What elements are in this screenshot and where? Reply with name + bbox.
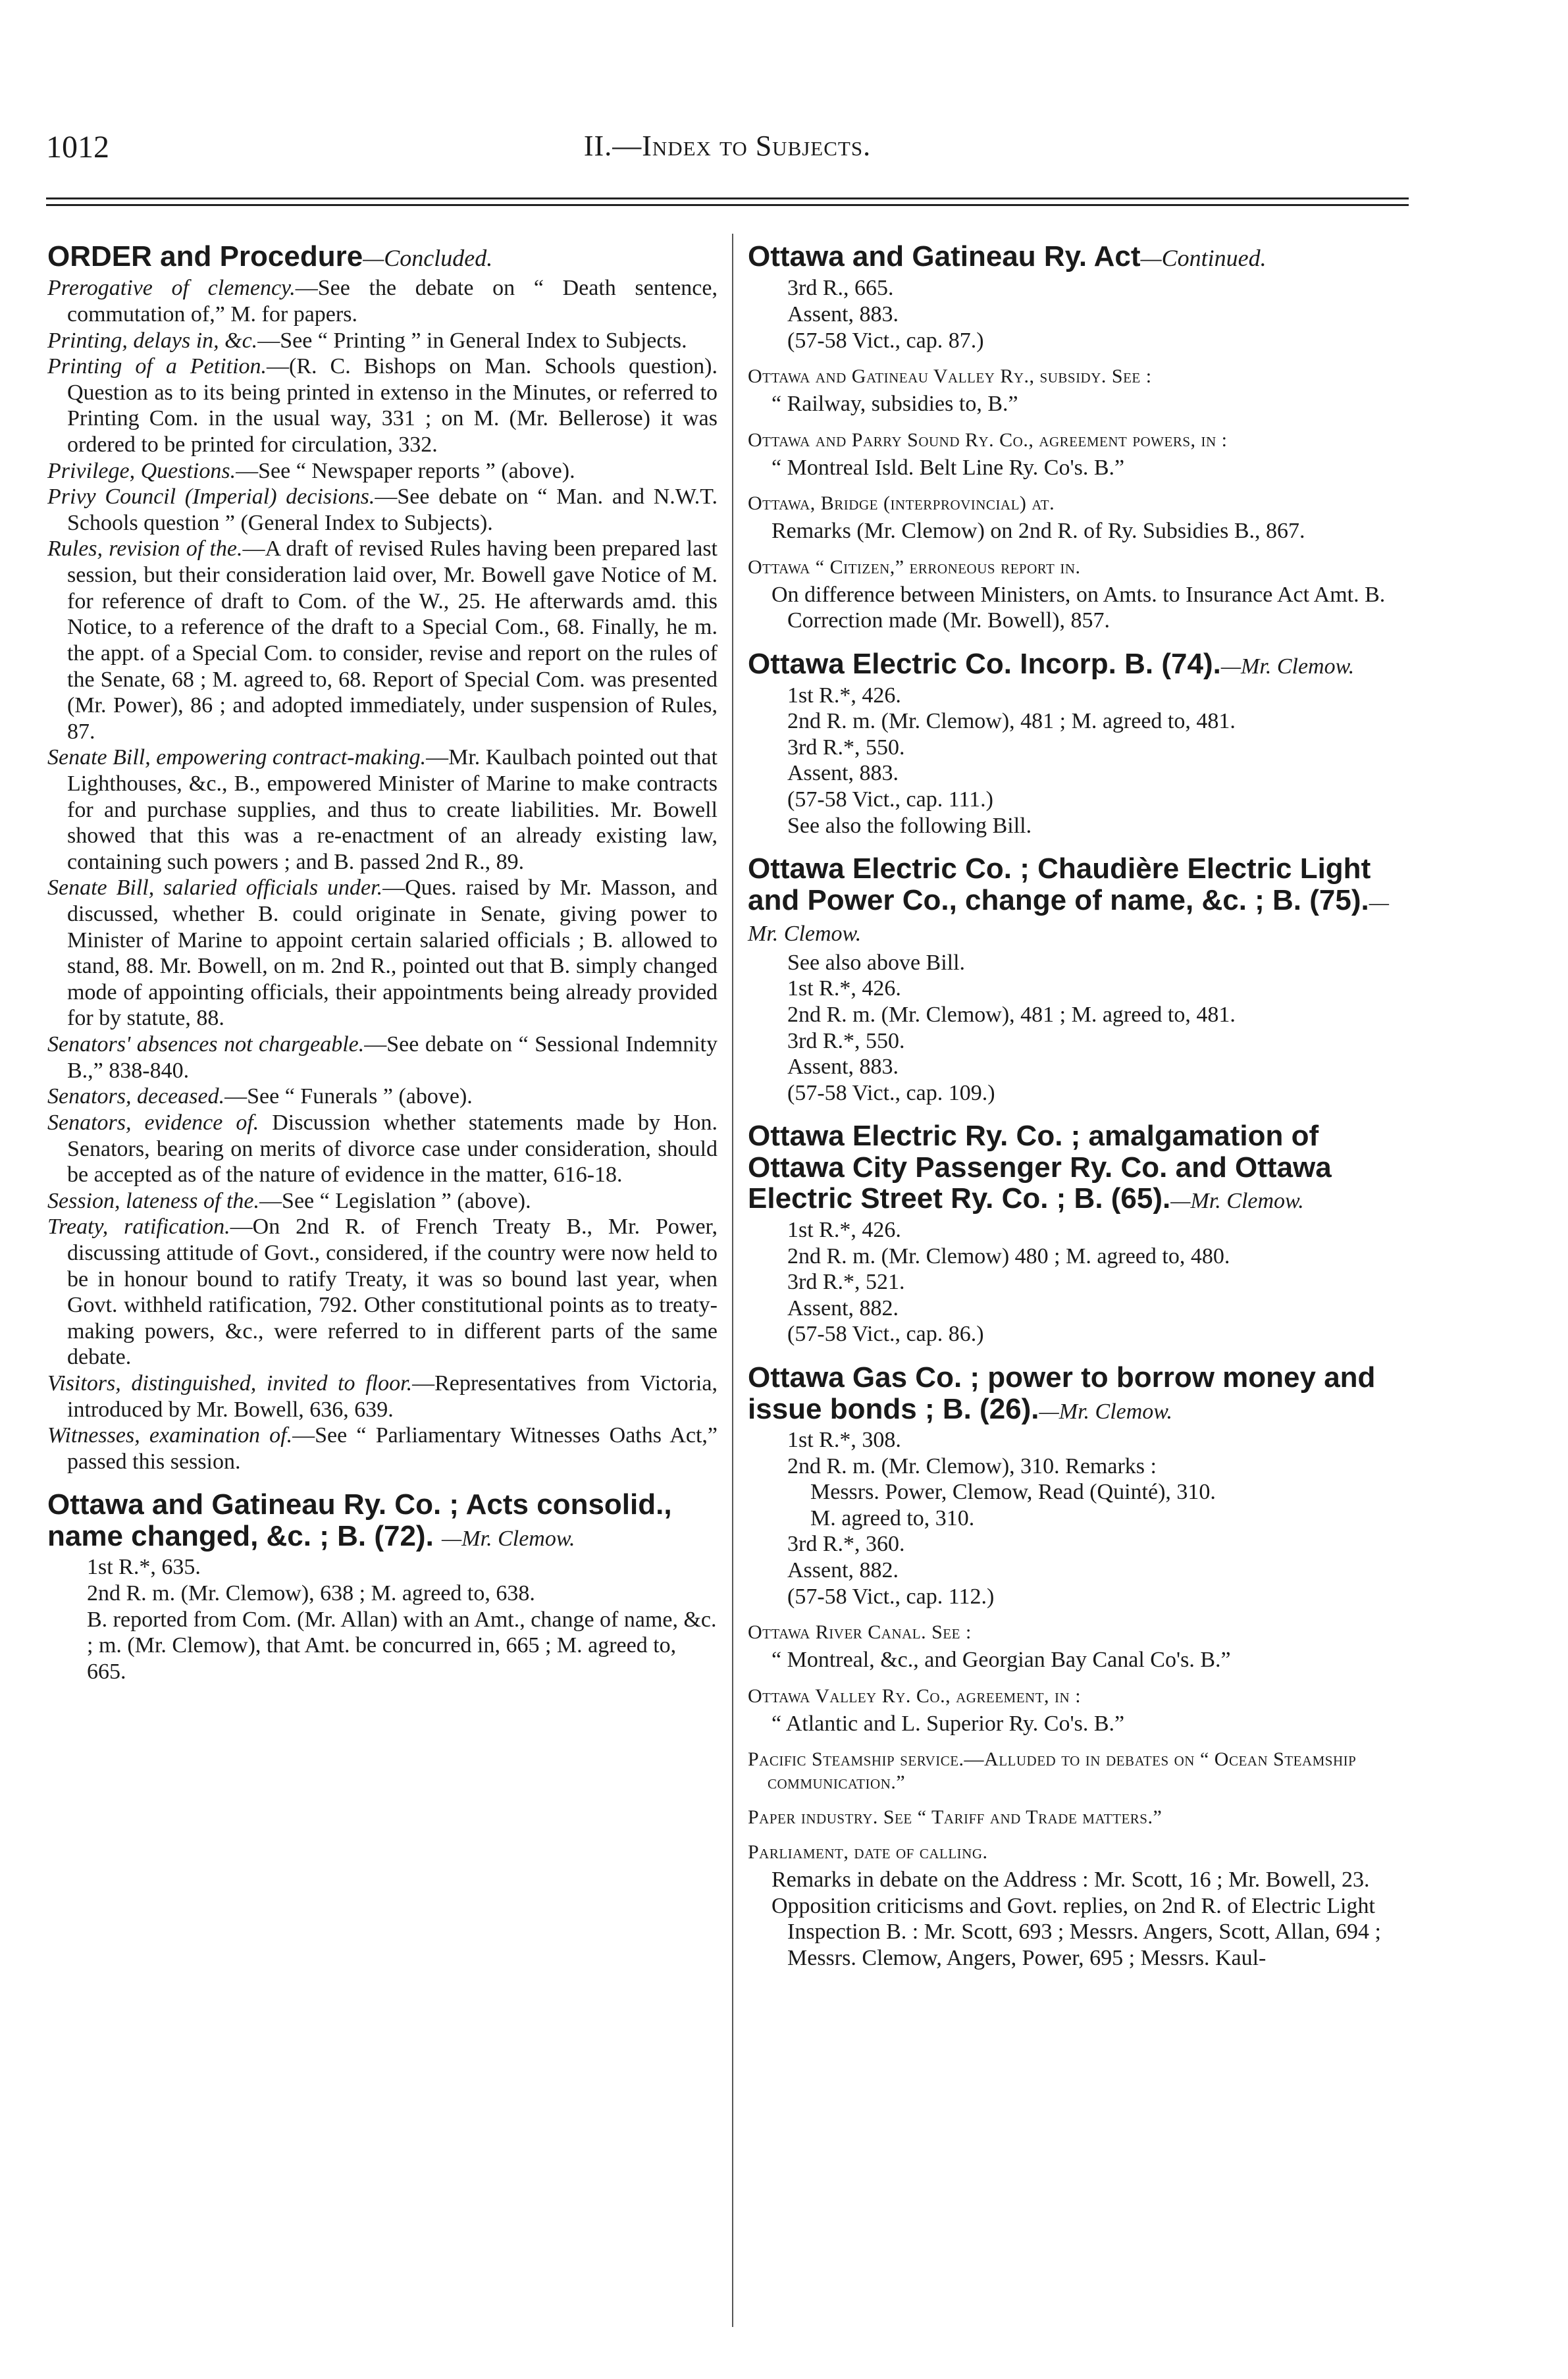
- bill-heading: [47, 1489, 718, 1552]
- bill-title: Ottawa and Gatineau Ry. Co. ; Acts consolid., name changed, &c. ; B. (72).: [47, 1488, 672, 1552]
- bill-title: Ottawa Gas Co. ; power to borrow money and issue bonds ; B. (26).: [748, 1361, 1376, 1425]
- heading-suffix: —Concluded.: [363, 245, 493, 271]
- entry-lead: Printing of a Petition.: [47, 354, 267, 379]
- bill-line: 3rd R.*, 550.: [787, 1028, 905, 1053]
- subject-entry: Ottawa “ Citizen,” erroneous report in.: [748, 556, 1081, 578]
- index-entry: Treaty, ratification.—On 2nd R. of French Treaty B., Mr. Power, discussing attitude of Govt., considered, if the country were now held to be in honour bound to ratify Treaty, it was so bound last year, when Govt. withheld ratification, 792. Other constitutional points as to treaty-making powers, &c., were referred to in different parts of the same debate.: [47, 1215, 718, 1370]
- bill-line: Assent, 883.: [787, 761, 899, 786]
- index-entry: Senators, deceased.—See “ Funerals ” (above).: [47, 1084, 473, 1109]
- subject-entry: Ottawa and Gatineau Valley Ry., subsidy. See :: [748, 365, 1152, 388]
- entry-lead: Printing, delays in, &c.: [47, 328, 258, 353]
- index-entry: Senators, evidence of. Discussion whether statements made by Hon. Senators, bearing on merits of divorce case under consideration, should be accepted as of the nature of evidence in the matter, 616-18.: [47, 1110, 718, 1188]
- entry-lead: Privy Council (Imperial) decisions.: [47, 484, 375, 510]
- bill-line: 1st R.*, 426.: [787, 683, 901, 708]
- left-column: [47, 237, 718, 1685]
- subject-entry: Pacific Steamship service.—Alluded to in debates on “ Ocean Steamship communication.”: [748, 1748, 1357, 1794]
- bill-line: See also above Bill.: [787, 950, 966, 975]
- cross-reference: Remarks (Mr. Clemow) on 2nd R. of Ry. Subsidies B., 867.: [771, 519, 1305, 544]
- entry-lead: Senators' absences not chargeable.: [47, 1032, 365, 1057]
- header-rule-top: [46, 197, 1409, 199]
- cross-reference: “ Montreal Isld. Belt Line Ry. Co's. B.”: [771, 455, 1125, 480]
- cross-reference: Opposition criticisms and Govt. replies, on 2nd R. of Electric Light Inspection B. : Mr. Scott, 693 ; Messrs. Angers, Scott, Allan, 694 ; Messrs. Clemow, Angers, Power, 695 ; Messrs. Kaul-: [771, 1893, 1381, 1970]
- header-rule-bottom: [46, 204, 1409, 206]
- bill-line: 1st R.*, 635.: [87, 1555, 201, 1580]
- bill-line: See also the following Bill.: [787, 813, 1032, 838]
- entry-lead: Senators, evidence of.: [47, 1110, 259, 1135]
- cross-reference: “ Railway, subsidies to, B.”: [771, 392, 1018, 417]
- bill-line: (57-58 Vict., cap. 112.): [787, 1584, 995, 1609]
- bill-line: 3rd R.*, 550.: [787, 735, 905, 760]
- subject-entry: Ottawa and Parry Sound Ry. Co., agreement powers, in :: [748, 429, 1228, 451]
- heading-text: ORDER and Procedure: [47, 240, 363, 273]
- bill-line: Messrs. Power, Clemow, Read (Quinté), 310.: [810, 1480, 1216, 1505]
- column-divider: [732, 234, 733, 2327]
- bill-line: 3rd R.*, 521.: [787, 1270, 905, 1295]
- bill-line: (57-58 Vict., cap. 86.): [787, 1322, 984, 1347]
- entry-lead: Visitors, distinguished, invited to floor.: [47, 1371, 413, 1396]
- page-header: [46, 129, 1409, 175]
- entry-lead: Session, lateness of the.: [47, 1188, 260, 1213]
- entry-lead: Senate Bill, salaried officials under.: [47, 876, 383, 901]
- page-number: 1012: [46, 130, 109, 165]
- entry-lead: Treaty, ratification.: [47, 1215, 230, 1240]
- bill-line: Assent, 882.: [787, 1558, 899, 1583]
- subject-entry: Ottawa, Bridge (interprovincial) at.: [748, 492, 1055, 515]
- section-heading: [748, 241, 1406, 273]
- bill-line: Assent, 883.: [787, 1055, 899, 1080]
- page-title: II.—Index to Subjects.: [583, 130, 872, 162]
- bill-mover: —Mr. Clemow.: [1039, 1399, 1172, 1424]
- bill-mover: —Mr. Clemow.: [1220, 654, 1355, 679]
- index-entry: Senate Bill, empowering contract-making.—Mr. Kaulbach pointed out that Lighthouses, &c., B., empowered Minister of Marine to make contracts for and purchase supplies, and thus to create liabilities. Mr. Bowell showed that this was a re-enactment of an already existing law, containing such powers ; and B. passed 2nd R., 89.: [47, 745, 718, 874]
- entry-lead: Witnesses, examination of.: [47, 1423, 293, 1448]
- bill-line: Assent, 883.: [787, 302, 899, 327]
- bill-line: (57-58 Vict., cap. 111.): [787, 787, 994, 812]
- entry-lead: Senators, deceased.: [47, 1084, 225, 1109]
- bill-line: 2nd R. m. (Mr. Clemow), 310. Remarks :: [787, 1453, 1157, 1478]
- bill-line: 2nd R. m. (Mr. Clemow), 481 ; M. agreed to, 481.: [787, 709, 1236, 734]
- index-entry: Privilege, Questions.—See “ Newspaper reports ” (above).: [47, 458, 575, 483]
- bill-heading: [748, 1120, 1406, 1215]
- bill-mover: —Mr. Clemow.: [1170, 1189, 1304, 1214]
- cross-reference: On difference between Ministers, on Amts. to Insurance Act Amt. B. Correction made (Mr. Bowell), 857.: [771, 582, 1386, 633]
- entry-lead: Prerogative of clemency.: [47, 276, 296, 301]
- index-entry: Witnesses, examination of.—See “ Parliamentary Witnesses Oaths Act,” passed this session.: [47, 1423, 718, 1474]
- heading-text: Ottawa and Gatineau Ry. Act: [748, 240, 1141, 273]
- index-entry: Session, lateness of the.—See “ Legislation ” (above).: [47, 1188, 531, 1213]
- bill-line: 1st R.*, 308.: [787, 1428, 901, 1453]
- bill-mover: —Mr. Clemow.: [748, 890, 1389, 947]
- bill-line: 3rd R.*, 360.: [787, 1532, 905, 1557]
- entry-lead: Rules, revision of the.: [47, 536, 243, 562]
- entry-lead: Senate Bill, empowering contract-making.: [47, 745, 427, 770]
- bill-line: (57-58 Vict., cap. 109.): [787, 1080, 995, 1105]
- subject-entry: Ottawa Valley Ry. Co., agreement, in :: [748, 1685, 1082, 1707]
- cross-reference: “ Montreal, &c., and Georgian Bay Canal Co's. B.”: [771, 1648, 1231, 1673]
- bill-line: 3rd R., 665.: [787, 276, 894, 301]
- subject-entry: Ottawa River Canal. See :: [748, 1621, 972, 1644]
- bill-heading: [748, 648, 1406, 680]
- bill-title: Ottawa Electric Co. Incorp. B. (74).: [748, 648, 1221, 681]
- bill-heading: [748, 1362, 1406, 1425]
- bill-line: Assent, 882.: [787, 1295, 899, 1320]
- cross-reference: Remarks in debate on the Address : Mr. Scott, 16 ; Mr. Bowell, 23.: [771, 1868, 1370, 1893]
- bill-line: B. reported from Com. (Mr. Allan) with an Amt., change of name, &c. ; m. (Mr. Clemow), that Amt. be concurred in, 665 ; M. agreed to, 665.: [87, 1607, 717, 1684]
- bill-heading: [748, 853, 1406, 947]
- bill-line: 2nd R. m. (Mr. Clemow) 480 ; M. agreed to, 480.: [787, 1243, 1230, 1268]
- right-column: [748, 237, 1406, 1972]
- bill-line: 1st R.*, 426.: [787, 976, 901, 1001]
- cross-reference: “ Atlantic and L. Superior Ry. Co's. B.”: [771, 1711, 1125, 1736]
- bill-line: M. agreed to, 310.: [810, 1505, 975, 1530]
- bill-title: Ottawa Electric Co. ; Chaudière Electric Light and Power Co., change of name, &c. ; B. (75).: [748, 852, 1371, 916]
- subject-entry: Paper industry. See “ Tariff and Trade matters.”: [748, 1806, 1163, 1829]
- bill-line: 2nd R. m. (Mr. Clemow), 481 ; M. agreed to, 481.: [787, 1002, 1236, 1027]
- index-entry: Senate Bill, salaried officials under.—Ques. raised by Mr. Masson, and discussed, whether B. could originate in Senate, giving power to Minister of Marine to appoint certain salaried officials ; B. allowed to stand, 88. Mr. Bowell, on m. 2nd R., pointed out that B. simply changed mode of appointing officials, their appointments being already provided for by statute, 88.: [47, 876, 718, 1031]
- index-entry: Privy Council (Imperial) decisions.—See debate on “ Man. and N.W.T. Schools question ” (General Index to Subjects).: [47, 484, 718, 535]
- heading-suffix: —Continued.: [1140, 245, 1267, 271]
- bill-line: (57-58 Vict., cap. 87.): [787, 328, 984, 353]
- index-entry: Senators' absences not chargeable.—See debate on “ Sessional Indemnity B.,” 838-840.: [47, 1032, 718, 1083]
- entry-lead: Privilege, Questions.: [47, 458, 236, 483]
- bill-line: 2nd R. m. (Mr. Clemow), 638 ; M. agreed to, 638.: [87, 1581, 535, 1606]
- subject-entry: Parliament, date of calling.: [748, 1841, 988, 1864]
- bill-line: 1st R.*, 426.: [787, 1217, 901, 1242]
- section-heading: [47, 241, 718, 273]
- bill-title: Ottawa Electric Ry. Co. ; amalgamation of Ottawa City Passenger Ry. Co. and Ottawa Electric Street Ry. Co. ; B. (65).: [748, 1120, 1332, 1215]
- index-entry: Prerogative of clemency.—See the debate on “ Death sentence, commutation of,” M. for papers.: [47, 276, 718, 327]
- index-entry: Rules, revision of the.—A draft of revised Rules having been prepared last session, but their consideration laid over, Mr. Bowell gave Notice of M. for reference of draft to Com. of the W., 25. He afterwards amd. this Notice, to a reference of the draft to a Special Com., 68. Finally, he m. the appt. of a Special Com. to consider, revise and report on the rules of the Senate, 68 ; M. agreed to, 68. Report of Special Com. was presented (Mr. Power), 86 ; and adopted immediately, under suspension of Rules, 87.: [47, 536, 718, 744]
- bill-mover: —Mr. Clemow.: [442, 1526, 575, 1551]
- index-entry: Printing, delays in, &c.—See “ Printing ” in General Index to Subjects.: [47, 328, 687, 353]
- index-entry: Printing of a Petition.—(R. C. Bishops on Man. Schools question). Question as to its being printed in extenso in the Minutes, or referred to Printing Com. in the usual way, 331 ; on M. (Mr. Bellerose) it was ordered to be printed for circulation, 332.: [47, 354, 718, 458]
- index-entry: Visitors, distinguished, invited to floor.—Representatives from Victoria, introduced by Mr. Bowell, 636, 639.: [47, 1371, 718, 1422]
